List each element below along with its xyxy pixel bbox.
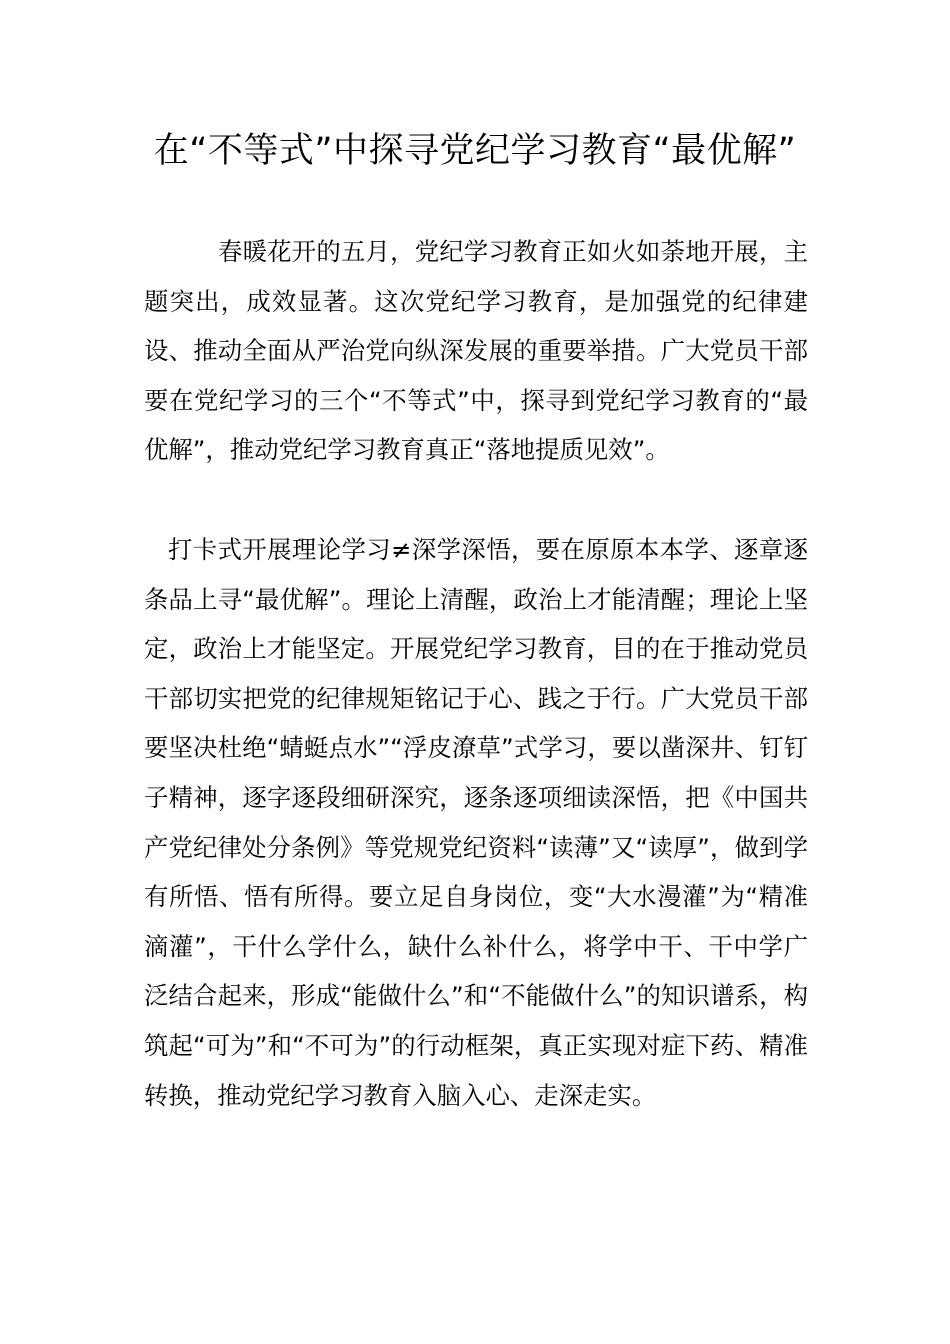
- paragraph-theory-study: 打卡式开展理论学习≠深学深悟，要在原原本本学、逐章逐条品上寻“最优解”。理论上清醒，政治上才能清醒；理论上坚定，政治上才能坚定。开展党纪学习教育，目的在于推动党员干部切实把党的纪律规矩铭记于心、践之于行。广大党员干部要坚决杜绝“蜻蜓点水”“浮皮潦草”式学习，要以凿深井、钉钉子精神，逐字逐段细研深究，逐条逐项细读深悟，把《中国共产党纪律处分条例》等党规党纪资料“读薄”又“读厚”，做到学有所悟、悟有所得。要立足自身岗位，变“大水漫灌”为“精准滴灌”，干什么学什么，缺什么补什么，将学中干、干中学广泛结合起来，形成“能做什么”和“不能做什么”的知识谱系，构筑起“可为”和“不可为”的行动框架，真正实现对症下药、精准转换，推动党纪学习教育入脑入心、走深走实。: [144, 535, 808, 1110]
- paragraph-intro: 春暖花开的五月，党纪学习教育正如火如荼地开展，主题突出，成效显著。这次党纪学习教育，是加强党的纪律建设、推动全面从严治党向纵深发展的重要举措。广大党员干部要在党纪学习的三个“不等式”中，探寻到党纪学习教育的“最优解”，推动党纪学习教育真正“落地提质见效”。: [144, 237, 808, 465]
- document-title: 在“不等式”中探寻党纪学习教育“最优解”: [153, 131, 797, 171]
